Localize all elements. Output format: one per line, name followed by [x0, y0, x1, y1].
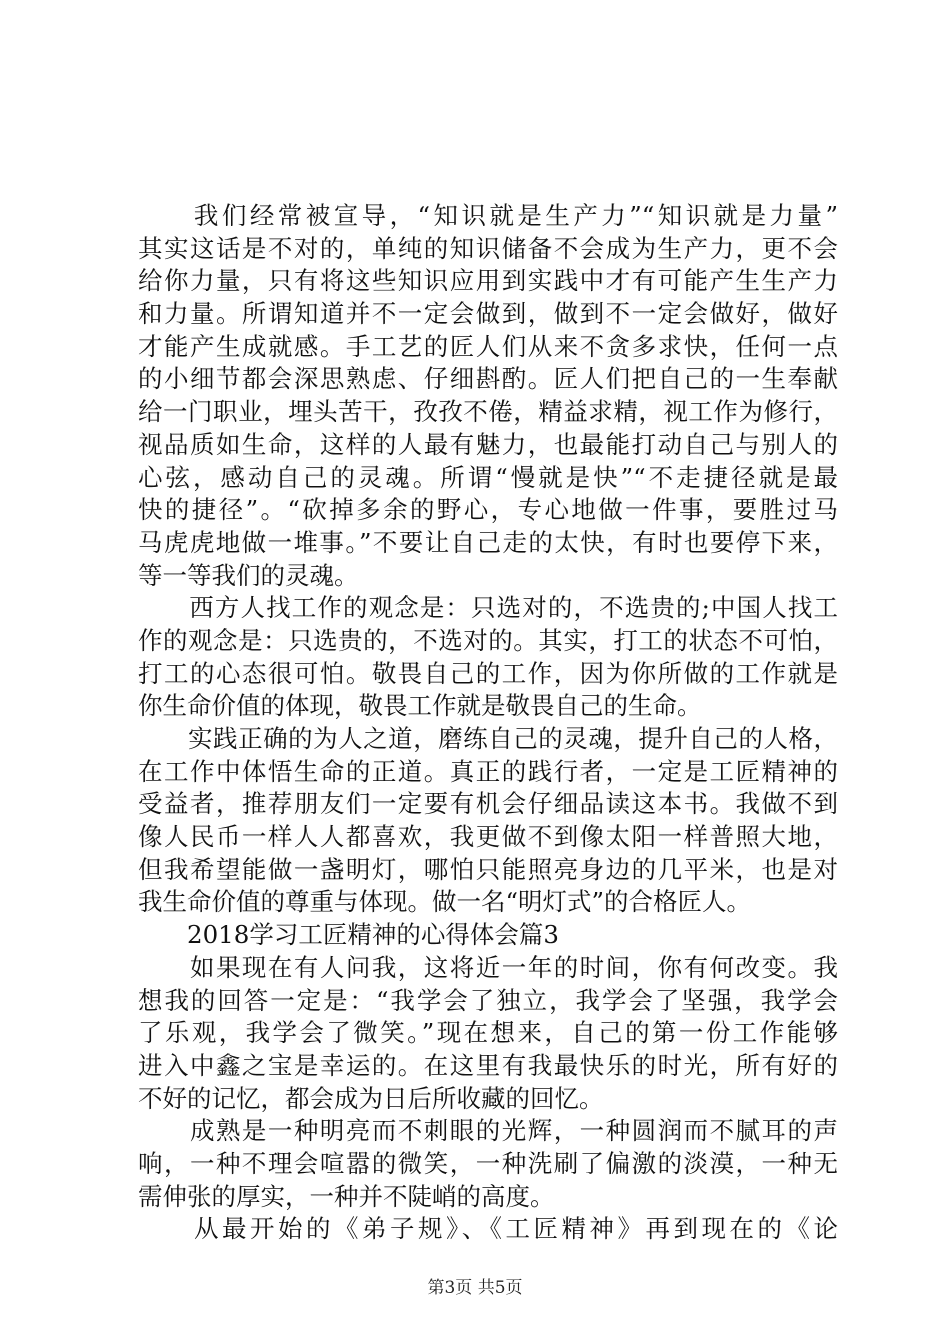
text-line: 作的观念是：只选贵的，不选对的。其实，打工的状态不可怕，	[138, 625, 838, 655]
text-line: 实践正确的为人之道，磨练自己的灵魂，提升自己的人格，	[138, 724, 838, 753]
page-footer: 第3页 共5页	[427, 1278, 523, 1298]
text-line: 但我希望能做一盏明灯，哪怕只能照亮身边的几平米，也是对	[138, 854, 838, 884]
text-line: 了乐观，我学会了微笑。”现在想来，自己的第一份工作能够	[138, 1018, 838, 1048]
text-line: 和力量。所谓知道并不一定会做到，做到不一定会做好，做好	[138, 299, 838, 329]
text-line: 给你力量，只有将这些知识应用到实践中才有可能产生生产力	[138, 266, 838, 296]
text-line: 西方人找工作的观念是：只选对的，不选贵的;中国人找工	[138, 593, 838, 623]
text-line: 从最开始的《弟子规》、《工匠精神》再到现在的《论	[138, 1214, 838, 1244]
text-line: 等一等我们的灵魂。	[138, 560, 359, 590]
text-line: 进入中鑫之宝是幸运的。在这里有我最快乐的时光，所有好的	[138, 1050, 838, 1080]
text-line: 不好的记忆，都会成为日后所收藏的回忆。	[138, 1083, 604, 1113]
text-line: 在工作中体悟生命的正道。真正的践行者，一定是工匠精神的	[138, 756, 838, 786]
text-line: 你生命价值的体现，敬畏工作就是敬畏自己的生命。	[138, 691, 702, 721]
text-line: 如果现在有人问我，这将近一年的时间，你有何改变。我	[138, 952, 838, 982]
text-line: 响，一种不理会喧嚣的微笑，一种洗刷了偏激的淡漠，一种无	[138, 1148, 838, 1178]
section-heading: 2018学习工匠精神的心得体会篇3	[138, 920, 559, 950]
text-line: 才能产生成就感。手工艺的匠人们从来不贪多求快，任何一点	[138, 331, 838, 361]
text-line: 受益者，推荐朋友们一定要有机会仔细品读这本书。我做不到	[138, 789, 838, 819]
text-line: 成熟是一种明亮而不刺眼的光辉，一种圆润而不腻耳的声	[138, 1116, 838, 1146]
text-line: 我生命价值的尊重与体现。做一名“明灯式”的合格匠人。	[138, 887, 752, 917]
text-line: 的小细节都会深思熟虑、仔细斟酌。匠人们把自己的一生奉献	[138, 364, 838, 394]
text-line: 快的捷径”。“砍掉多余的野心，专心地做一件事，要胜过马	[138, 495, 838, 525]
text-line: 视品质如生命，这样的人最有魅力，也最能打动自己与别人的	[138, 429, 838, 459]
text-line: 我们经常被宣导，“知识就是生产力”“知识就是力量”	[138, 201, 838, 230]
text-line: 给一门职业，埋头苦干，孜孜不倦，精益求精，视工作为修行，	[138, 397, 838, 427]
text-line: 心弦，感动自己的灵魂。所谓“慢就是快”“不走捷径就是最	[138, 462, 838, 492]
text-line: 马虎虎地做一堆事。”不要让自己走的太快，有时也要停下来，	[138, 527, 838, 557]
text-line: 需伸张的厚实，一种并不陡峭的高度。	[138, 1181, 555, 1211]
text-line: 其实这话是不对的，单纯的知识储备不会成为生产力，更不会	[138, 233, 838, 263]
text-line: 像人民币一样人人都喜欢，我更做不到像太阳一样普照大地，	[138, 822, 838, 852]
text-line: 想我的回答一定是：“我学会了独立，我学会了坚强，我学会	[138, 985, 838, 1015]
document-body	[138, 200, 838, 1246]
text-line: 打工的心态很可怕。敬畏自己的工作，因为你所做的工作就是	[138, 658, 838, 688]
